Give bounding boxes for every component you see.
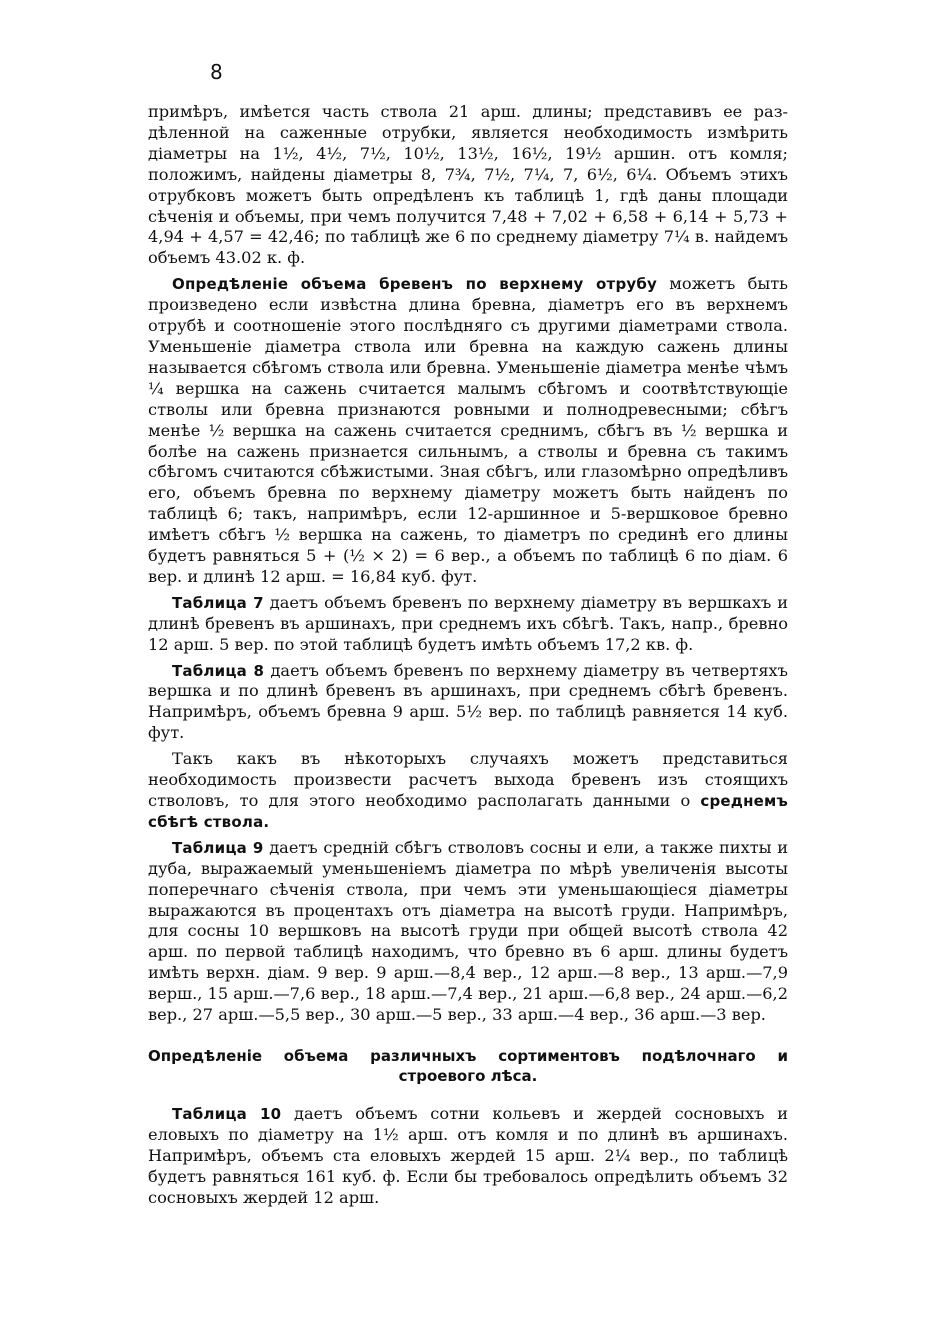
paragraph	[148, 274, 788, 588]
paragraph-text: даетъ объемъ сотни кольевъ и жердей сосновыхъ и еловыхъ по діаметру на 1½ арш. отъ комля и по длинѣ въ аршинахъ. Напримѣръ, объемъ ста еловыхъ жердей 15 арш. 2¼ вер., по таблицѣ будетъ равняться 161 куб. ф. Если бы требовалось опредѣлить объемъ 32 сосновыхъ жердей 12 арш.	[148, 1103, 788, 1207]
paragraph-heading: Таблица 8	[172, 661, 265, 680]
paragraph-heading: Таблица 9	[172, 838, 264, 857]
paragraph	[148, 838, 788, 1026]
paragraph-text: даетъ средній сбѣгъ стволовъ сосны и ели, а также пихты и дуба, выражаемый уменьшеніемъ діаметра по мѣрѣ увеличенія высоты поперечнаго сѣченія ствола, при чемъ эти уменьшающіеся діаметры выражаются въ процентахъ отъ діаметра на высотѣ груди. Напримѣръ, для сосны 10 вершковъ на высотѣ груди при общей высотѣ ствола 42 арш. по первой таблицѣ находимъ, что бревно въ 6 арш. длины будетъ имѣть верхн. діам. 9 вер. 9 арш.—8,4 вер., 12 арш.—8 вер., 13 арш.—7,9 верш., 15 арш.—7,6 вер., 18 арш.—7,4 вер., 21 арш.—6,8 вер., 24 арш.—6,2 вер., 27 арш.—5,5 вер., 30 арш.—5 вер., 33 арш.—4 вер., 36 арш.—3 вер.	[148, 837, 788, 1025]
paragraph	[148, 593, 788, 656]
section-heading	[148, 1046, 788, 1086]
paragraph-heading: Таблица 10	[172, 1104, 282, 1123]
document-body	[148, 102, 788, 1209]
paragraph	[148, 749, 788, 833]
paragraph-heading: Опредѣленіе объема бревенъ по верхнему отрубу	[172, 275, 658, 294]
paragraph-emphasis: среднемъ сбѣгѣ ствола.	[148, 792, 788, 831]
paragraph-text: можетъ быть произведено если извѣстна длина бревна, діаметръ его въ верхнемъ отрубѣ и соотношеніе этого послѣдняго съ другими діаметрами ствола. Уменьшеніе діаметра ствола или бревна на каждую сажень длины называется сбѣгомъ ствола или бревна. Уменьшеніе діаметра менѣе чѣмъ ¼ вершка на сажень считается малымъ сбѣгомъ и соотвѣтствующіе стволы или бревна признаются ровными и полнодревесными; сбѣгъ менѣе ½ вершка на сажень считается среднимъ, сбѣгъ въ ½ вершка и болѣе на сажень признается сильнымъ, а стволы и бревна съ такимъ сбѣгомъ считаются сбѣжистыми. Зная сбѣгъ, или глазомѣрно опредѣливъ его, объемъ бревна по верхнему діаметру можетъ быть найденъ по таблицѣ 6; такъ, напримѣръ, если 12-аршинное и 5-вершковое бревно имѣетъ сбѣгъ ½ вершка на сажень, то діаметръ по срединѣ его длины будетъ равняться 5 + (½ × 2) = 6 вер., а объемъ по таблицѣ 6 по діам. 6 вер. и длинѣ 12 арш. = 16,84 куб. фут.	[148, 274, 788, 586]
paragraph-text: Такъ какъ въ нѣкоторыхъ случаяхъ можетъ представиться необходимость произвести расчетъ выхода бревенъ изъ стоящихъ стволовъ, то для этого необходимо располагать данными о	[148, 749, 788, 810]
paragraph-text: даетъ объемъ бревенъ по верхнему діаметру въ четвертяхъ вершка и по длинѣ бревенъ въ аршинахъ, при среднемъ сбѣгѣ бревенъ. Напримѣръ, объемъ бревна 9 арш. 5½ вер. по таблицѣ равняется 14 куб. фут.	[148, 660, 788, 743]
section-heading-line-2: строевого лѣса.	[398, 1066, 538, 1085]
paragraph	[148, 1104, 788, 1209]
paragraph-text: примѣръ, имѣется часть ствола 21 арш. длины; представивъ ее раз- дѣленной на саженные отрубки, является необходимость измѣрить діаметры на 1½, 4½, 7½, 10½, 13½, 16½, 19½ аршин. отъ комля; положимъ, найдены діаметры 8, 7¾, 7½, 7¼, 7, 6½, 6¼. Объемъ этихъ отрубковъ можетъ быть опредѣленъ къ таблицѣ 1, гдѣ даны площади сѣченія и объемы, при чемъ получится 7,48 + 7,02 + 6,58 + 6,14 + 5,73 + 4,94 + 4,57 = 42,46; по таблицѣ же 6 по среднему діаметру 7¼ в. найдемъ объемъ 43.02 к. ф.	[148, 102, 788, 268]
paragraph-text: даетъ объемъ бревенъ по верхнему діаметру въ вершкахъ и длинѣ бревенъ въ аршинахъ, при среднемъ ихъ сбѣгѣ. Такъ, напр., бревно 12 арш. 5 вер. по этой таблицѣ будетъ имѣть объемъ 17,2 кв. ф.	[148, 592, 788, 654]
page-number: 8	[210, 60, 223, 84]
paragraph	[148, 102, 788, 269]
section-heading-line-1: Опредѣленіе объема различныхъ сортиментовъ подѣлочнаго и	[148, 1046, 788, 1065]
paragraph	[148, 661, 788, 745]
paragraph-heading: Таблица 7	[172, 593, 264, 612]
